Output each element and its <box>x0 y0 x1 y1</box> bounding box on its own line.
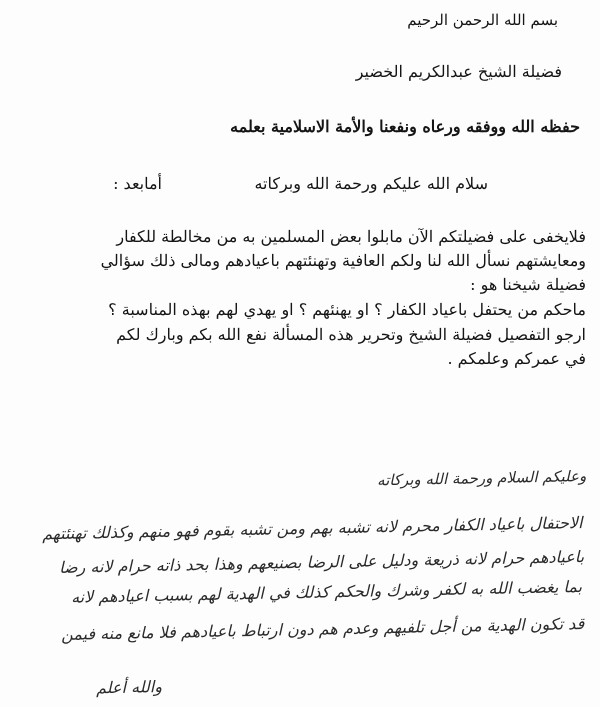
handwritten-greeting: وعليكم السلام ورحمة الله وبركاته <box>376 467 587 490</box>
question-body-line: ماحكم من يحتفل باعياد الكفار ؟ او يهنئهم ؟ او يهدي لهم بهذه المناسبة ؟ <box>108 300 586 319</box>
handwritten-answer-line: الاحتفال باعياد الكفار محرم لانه تشبه بهم ومن تشبه بقوم فهو منهم وكذلك تهنئتهم <box>41 513 583 544</box>
question-body-line: فضيلة شيخنا هو : <box>470 275 586 294</box>
salam-greeting: سلام الله عليكم ورحمة الله وبركاته <box>254 174 488 193</box>
basmala: بسم الله الرحمن الرحيم <box>407 11 558 29</box>
question-body-line: في عمركم وعلمكم . <box>447 349 586 368</box>
handwritten-answer-line: بما يغضب الله به لكفر وشرك والحكم كذلك في الهدية لهم بسبب اعيادهم لانه <box>70 577 583 607</box>
handwritten-closing: والله أعلم <box>95 677 163 698</box>
handwritten-answer-line: قد تكون الهدية من أجل تلفيهم وعدم هم دون ارتباط باعيادهم فلا مانع منه فيمن <box>60 614 585 644</box>
handwritten-answer-line: باعيادهم حرام لانه ذريعة ودليل على الرضا بصنيعهم وهذا بحد ذاته حرام لانه رضا <box>58 547 585 577</box>
question-body-line: ومعايشتهم نسأل الله لنا ولكم العافية وتهنئتهم باعيادهم ومالى ذلك سؤالي <box>100 251 586 270</box>
addressee: فضيلة الشيخ عبدالكريم الخضير <box>355 62 562 81</box>
dua-line: حفظه الله ووفقه ورعاه ونفعنا والأمة الاسلامية بعلمه <box>230 117 580 136</box>
question-body-line: ارجو التفصيل فضيلة الشيخ وتحرير هذه المسألة نفع الله بكم وبارك لكم <box>116 325 586 344</box>
question-body-line: فلايخفى على فضيلتكم الآن مابلوا بعض المسلمين به من مخالطة للكفار <box>116 227 586 246</box>
amma-baad: أمابعد : <box>113 174 162 193</box>
